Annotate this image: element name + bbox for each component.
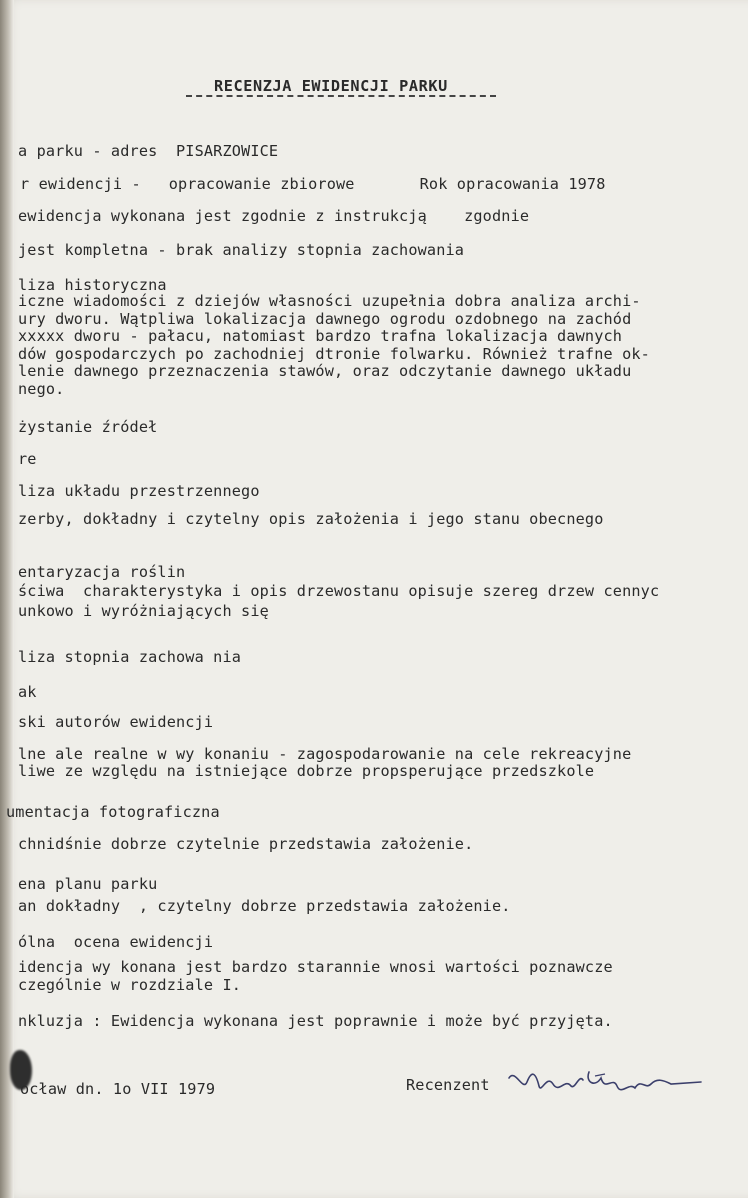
date-line: ocław dn. 1o VII 1979 [20,1080,216,1098]
plant-inventory-text: ściwa charakterystyka i opis drzewostanu opisuje szereg drzew cennyc [18,582,660,600]
historical-text-line: nego. [18,380,65,398]
heading-photo-documentation: umentacja fotograficzna [6,803,220,821]
title-underline [186,95,496,97]
overall-assessment-text: idencja wy konana jest bardzo starannie wnosi wartości poznawcze [18,958,613,976]
line-park-address: a parku - adres PISARZOWICE [18,142,279,160]
author-conclusions-text: lne ale realne w wy konaniu - zagospodarowanie na cele rekreacyjne [18,745,632,763]
heading-historical-analysis: liza historyczna [18,276,167,294]
page-edge-shadow [0,0,14,1198]
overall-assessment-text: czególnie w rozdziale I. [18,976,242,994]
line-evidence-author: r ewidencji - opracowanie zbiorowe Rok opracowania 1978 [20,175,606,193]
spatial-layout-text: zerby, dokładny i czytelny opis założenia i jego stanu obecnego [18,510,604,528]
historical-text-line: xxxxx dworu - pałacu, natomiast bardzo trafna lokalizacja dawnych [18,327,623,345]
historical-text-line: ury dworu. Wątpliwa lokalizacja dawnego ogrodu ozdobnego na zachód [18,310,632,328]
heading-preservation-analysis: liza stopnia zachowa nia [18,648,242,666]
heading-spatial-layout: liza układu przestrzennego [18,482,260,500]
line-instruction-compliance: ewidencja wykonana jest zgodnie z instrukcją zgodnie [18,207,530,225]
heading-author-conclusions: ski autorów ewidencji [18,713,214,731]
historical-text-line: dów gospodarczych po zachodniej dtronie folwarku. Również trafne ok- [18,345,650,363]
heading-sources: żystanie źródeł [18,418,158,436]
reviewer-label: Recenzent [406,1076,490,1094]
plant-inventory-text: unkowo i wyróżniających się [18,602,269,620]
document-title: RECENZJA EWIDENCJI PARKU [214,77,448,95]
preservation-text: ak [18,683,37,701]
reviewer-signature [505,1064,705,1104]
photo-documentation-text: chnidśnie dobrze czytelnie przedstawia założenie. [18,835,474,853]
historical-text-line: lenie dawnego przeznaczenia stawów, oraz odczytanie dawnego układu [18,362,632,380]
line-completeness: jest kompletna - brak analizy stopnia zachowania [18,241,465,259]
sources-text: re [18,450,37,468]
heading-park-plan: ena planu parku [18,875,158,893]
conclusion-line: nkluzja : Ewidencja wykonana jest poprawnie i może być przyjęta. [18,1012,613,1030]
heading-plant-inventory: entaryzacja roślin [18,563,186,581]
heading-overall-assessment: ólna ocena ewidencji [18,933,214,951]
historical-text-line: iczne wiadomości z dziejów własności uzupełnia dobra analiza archi- [18,292,641,310]
author-conclusions-text: liwe ze względu na istniejące dobrze propsperujące przedszkole [18,762,595,780]
park-plan-text: an dokładny , czytelny dobrze przedstawia założenie. [18,897,511,915]
